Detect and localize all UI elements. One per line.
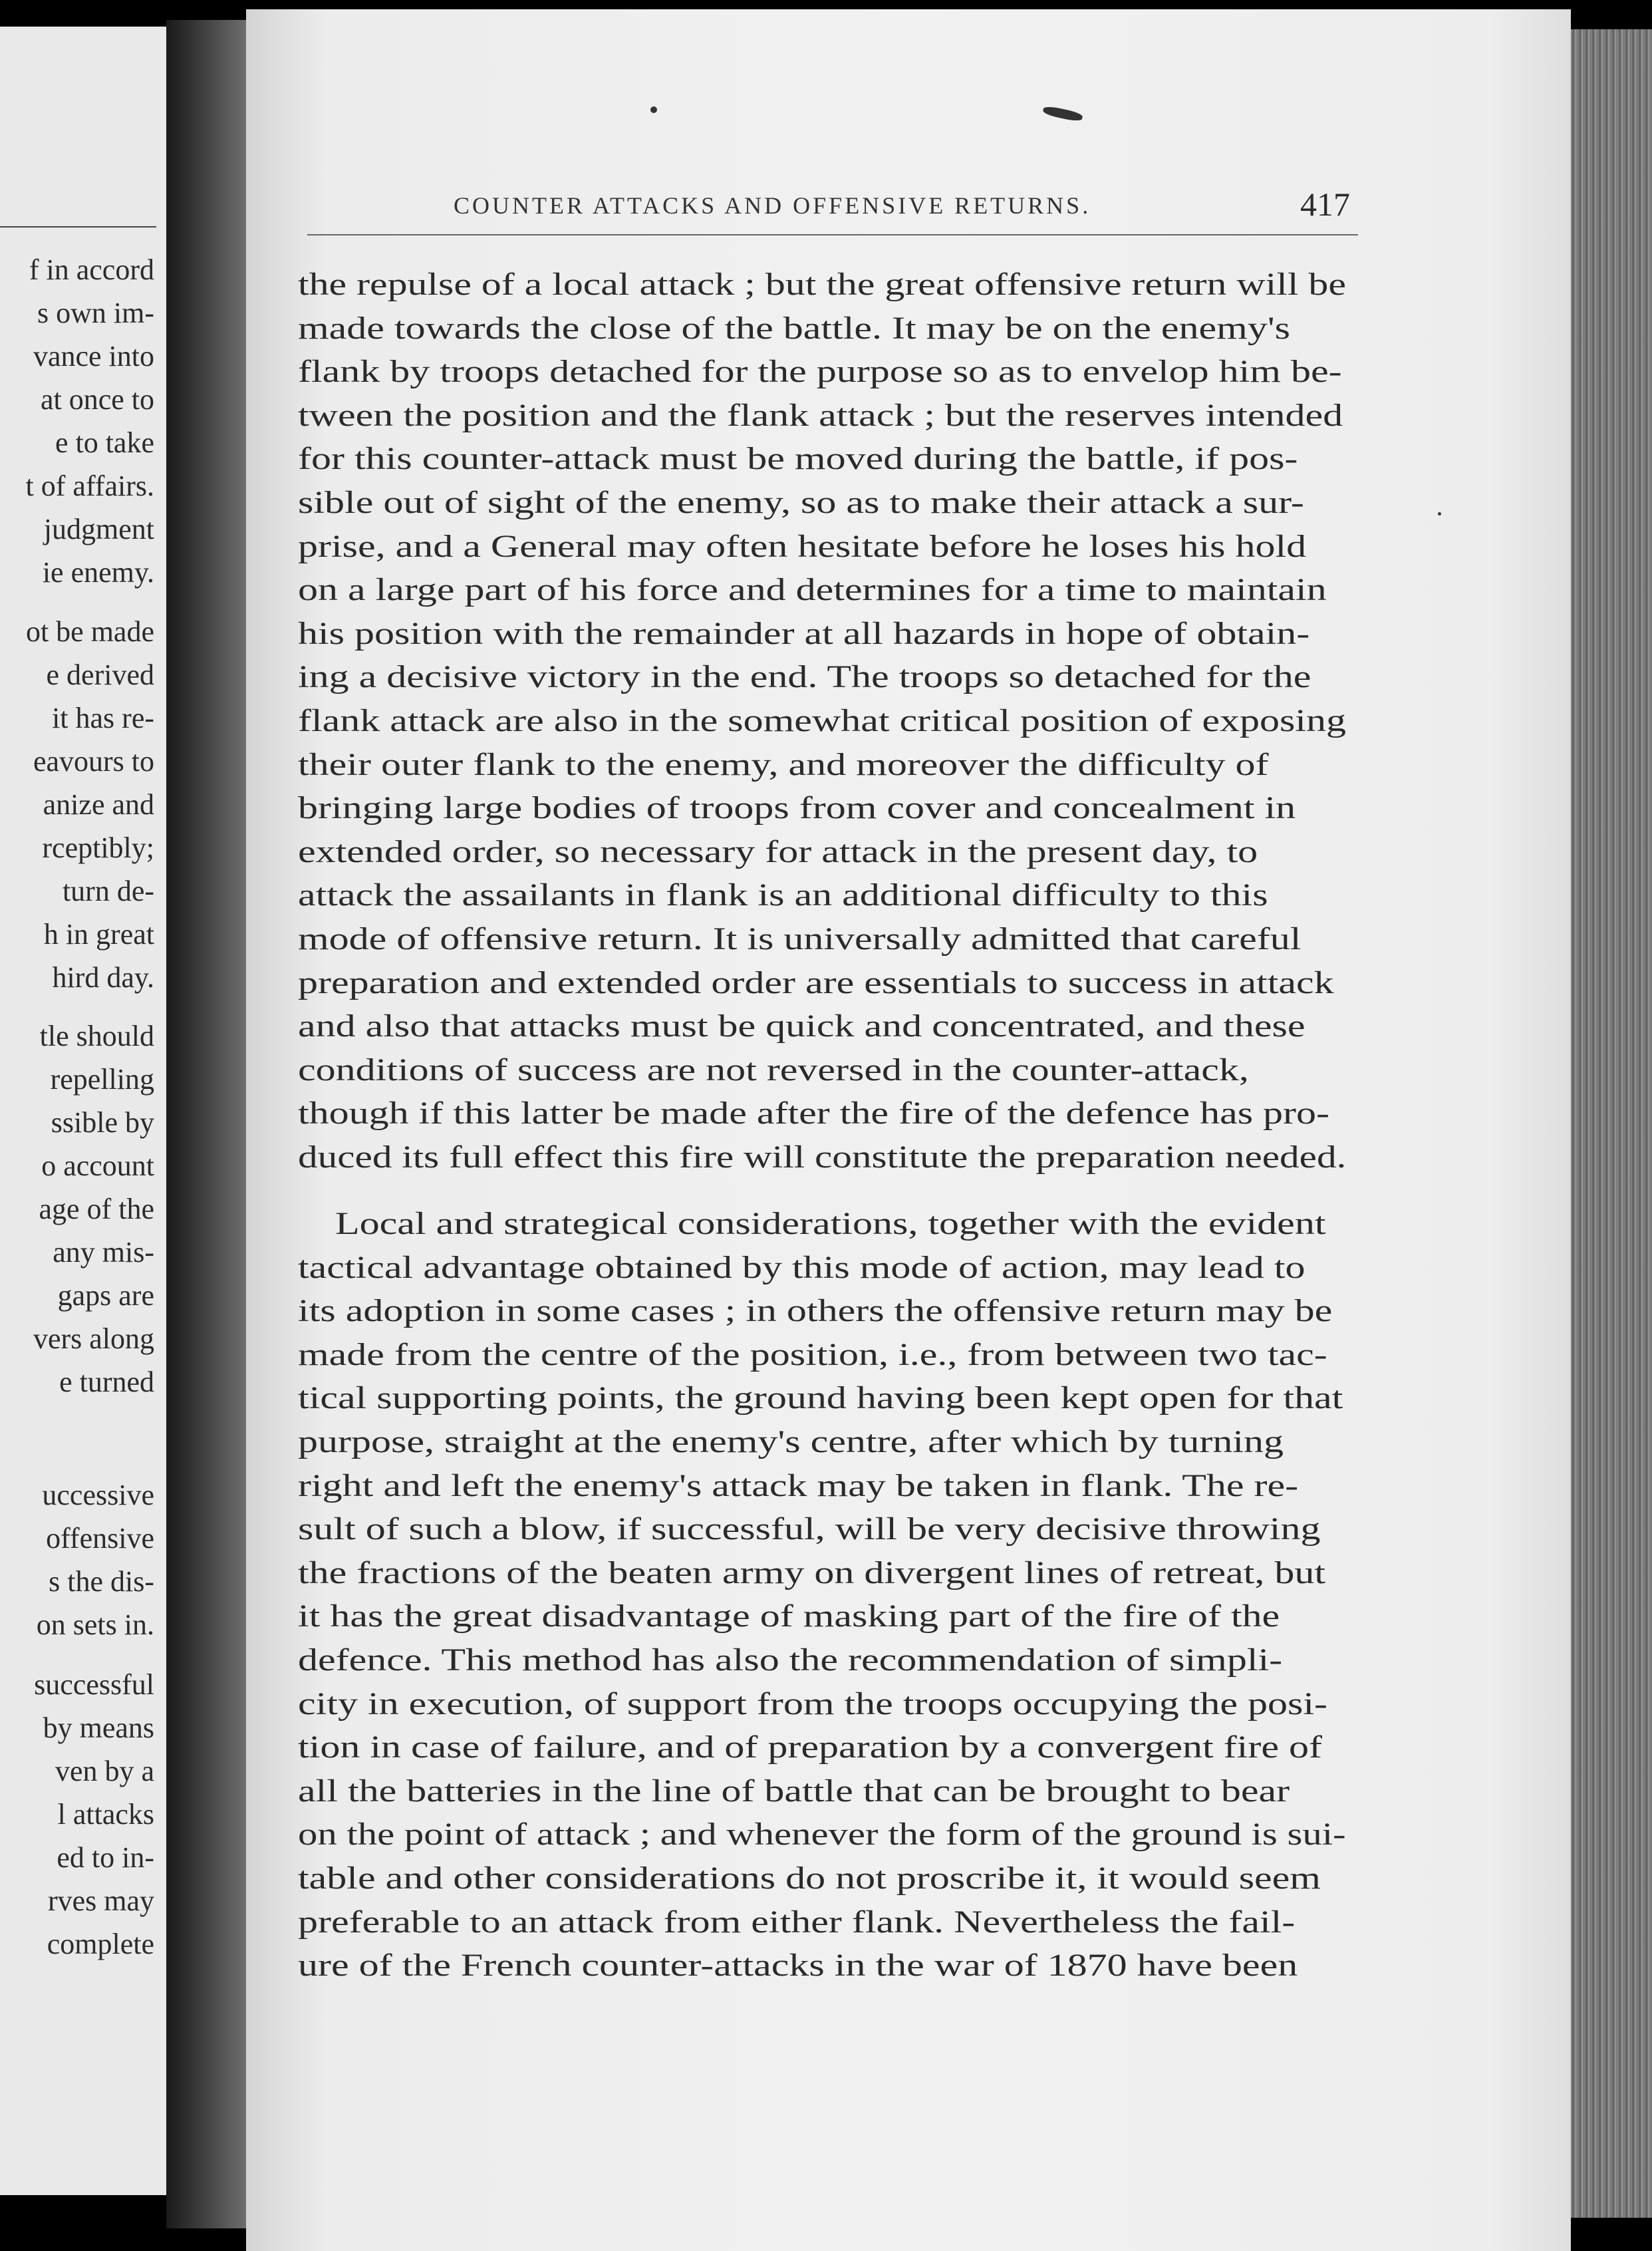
- facing-page-line: f in accord: [29, 253, 154, 286]
- facing-page-line: o account: [41, 1149, 154, 1182]
- facing-page-line: ie enemy.: [42, 556, 154, 589]
- facing-page-line: e derived: [46, 659, 154, 691]
- facing-page-line: l attacks: [57, 1798, 154, 1831]
- ink-speck: [650, 106, 657, 113]
- facing-page-line: e turned: [59, 1366, 154, 1398]
- running-head: COUNTER ATTACKS AND OFFENSIVE RETURNS.: [454, 192, 1091, 219]
- text-line: for this counter-attack must be moved during the battle, if pos-: [298, 441, 1298, 477]
- facing-page-line: at once to: [40, 383, 154, 416]
- text-line: and also that attacks must be quick and concentrated, and these: [298, 1008, 1306, 1044]
- facing-page-left: [0, 27, 166, 2195]
- text-line: made towards the close of the battle. It may be on the enemy's: [298, 310, 1291, 346]
- facing-page-line: age of the: [39, 1193, 154, 1225]
- facing-page-line: it has re-: [52, 702, 154, 734]
- text-line: prise, and a General may often hesitate before he loses his hold: [298, 528, 1307, 564]
- text-line: their outer flank to the enemy, and moreover the difficulty of: [298, 746, 1269, 782]
- text-line: its adoption in some cases ; in others the offensive return may be: [298, 1293, 1333, 1329]
- text-line: extended order, so necessary for attack in the present day, to: [298, 833, 1258, 869]
- text-line: tical supporting points, the ground having been kept open for that: [298, 1380, 1343, 1416]
- facing-page-line: ssible by: [51, 1106, 154, 1139]
- facing-page-line: anize and: [43, 788, 154, 821]
- text-line: though if this latter be made after the fire of the defence has pro-: [298, 1096, 1330, 1131]
- text-line: table and other considerations do not proscribe it, it would seem: [298, 1861, 1321, 1896]
- facing-page-line: s the dis-: [49, 1565, 154, 1598]
- text-line: mode of offensive return. It is universally admitted that careful: [298, 921, 1302, 957]
- text-line: purpose, straight at the enemy's centre, after which by turning: [298, 1424, 1284, 1459]
- facing-page-rule: [0, 226, 156, 227]
- facing-page-line: tle should: [39, 1020, 154, 1052]
- facing-page-line: complete: [47, 1928, 154, 1960]
- text-line: Local and strategical considerations, together with the evident: [335, 1206, 1326, 1241]
- text-line: flank by troops detached for the purpose so as to envelop him be-: [298, 354, 1342, 390]
- facing-page-line: any mis-: [53, 1236, 154, 1269]
- facing-page-line: hird day.: [52, 961, 154, 994]
- facing-page-line: gaps are: [57, 1279, 154, 1312]
- text-line: on the point of attack ; and whenever the form of the ground is sui-: [298, 1817, 1346, 1853]
- facing-page-line: repelling: [50, 1063, 154, 1096]
- text-line: bringing large bodies of troops from cover and concealment in: [298, 790, 1296, 826]
- text-line: on a large part of his force and determines for a time to maintain: [298, 572, 1327, 608]
- facing-page-line: vance into: [33, 340, 154, 373]
- facing-page-line: turn de-: [62, 875, 154, 907]
- page-edge-stack: [1571, 29, 1652, 2218]
- facing-page-line: e to take: [55, 426, 154, 459]
- text-line: attack the assailants in flank is an additional difficulty to this: [298, 877, 1268, 913]
- text-line: defence. This method has also the recommendation of simpli-: [298, 1642, 1283, 1678]
- facing-page-line: successful: [34, 1668, 154, 1701]
- facing-page-line: rceptibly;: [42, 831, 154, 864]
- facing-page-line: rves may: [47, 1884, 154, 1917]
- facing-page-line: h in great: [43, 918, 154, 951]
- facing-page-line: ed to in-: [57, 1841, 154, 1874]
- text-line: flank attack are also in the somewhat critical position of exposing: [298, 703, 1346, 738]
- header-rule: [307, 234, 1358, 235]
- facing-page-line: by means: [43, 1712, 154, 1744]
- text-line: city in execution, of support from the troops occupying the posi-: [298, 1686, 1328, 1722]
- text-line: all the batteries in the line of battle that can be brought to bear: [298, 1773, 1290, 1809]
- text-line: tween the position and the flank attack ; but the reserves intended: [298, 397, 1343, 433]
- facing-page-line: ven by a: [55, 1755, 154, 1787]
- facing-page-line: uccessive: [42, 1479, 154, 1511]
- text-line: tion in case of failure, and of preparation by a convergent fire of: [298, 1729, 1322, 1765]
- text-line: preparation and extended order are essentials to success in attack: [298, 965, 1334, 1000]
- text-line: sult of such a blow, if successful, will be very decisive throwing: [298, 1511, 1321, 1547]
- text-line: ing a decisive victory in the end. The troops so detached for the: [298, 659, 1311, 695]
- facing-page-line: eavours to: [33, 745, 154, 778]
- facing-page-line: t of affairs.: [25, 470, 154, 502]
- text-line: his position with the remainder at all hazards in hope of obtain-: [298, 615, 1310, 651]
- book-gutter: [166, 20, 246, 2228]
- text-line: made from the centre of the position, i.e., from between two tac-: [298, 1336, 1327, 1372]
- text-line: tactical advantage obtained by this mode of action, may lead to: [298, 1249, 1306, 1285]
- text-line: sible out of sight of the enemy, so as to make their attack a sur-: [298, 485, 1304, 520]
- text-line: ure of the French counter-attacks in the war of 1870 have been: [298, 1948, 1298, 1984]
- facing-page-line: s own im-: [37, 297, 154, 329]
- ink-speck: [1438, 512, 1441, 516]
- text-line: right and left the enemy's attack may be taken in flank. The re-: [298, 1467, 1299, 1503]
- facing-page-line: on sets in.: [36, 1608, 154, 1641]
- text-line: duced its full effect this fire will constitute the preparation needed.: [298, 1139, 1347, 1175]
- text-line: it has the great disadvantage of masking part of the fire of the: [298, 1598, 1280, 1634]
- text-line: the fractions of the beaten army on divergent lines of retreat, but: [298, 1555, 1325, 1590]
- text-line: conditions of success are not reversed in the counter-attack,: [298, 1052, 1249, 1088]
- page-number: 417: [1300, 186, 1350, 223]
- facing-page-line: judgment: [43, 513, 154, 545]
- text-line: preferable to an attack from either flank. Nevertheless the fail-: [298, 1904, 1296, 1940]
- facing-page-line: offensive: [46, 1522, 154, 1555]
- text-line: the repulse of a local attack ; but the great offensive return will be: [298, 267, 1346, 302]
- facing-page-line: ot be made: [25, 615, 154, 648]
- facing-page-line: vers along: [33, 1322, 154, 1355]
